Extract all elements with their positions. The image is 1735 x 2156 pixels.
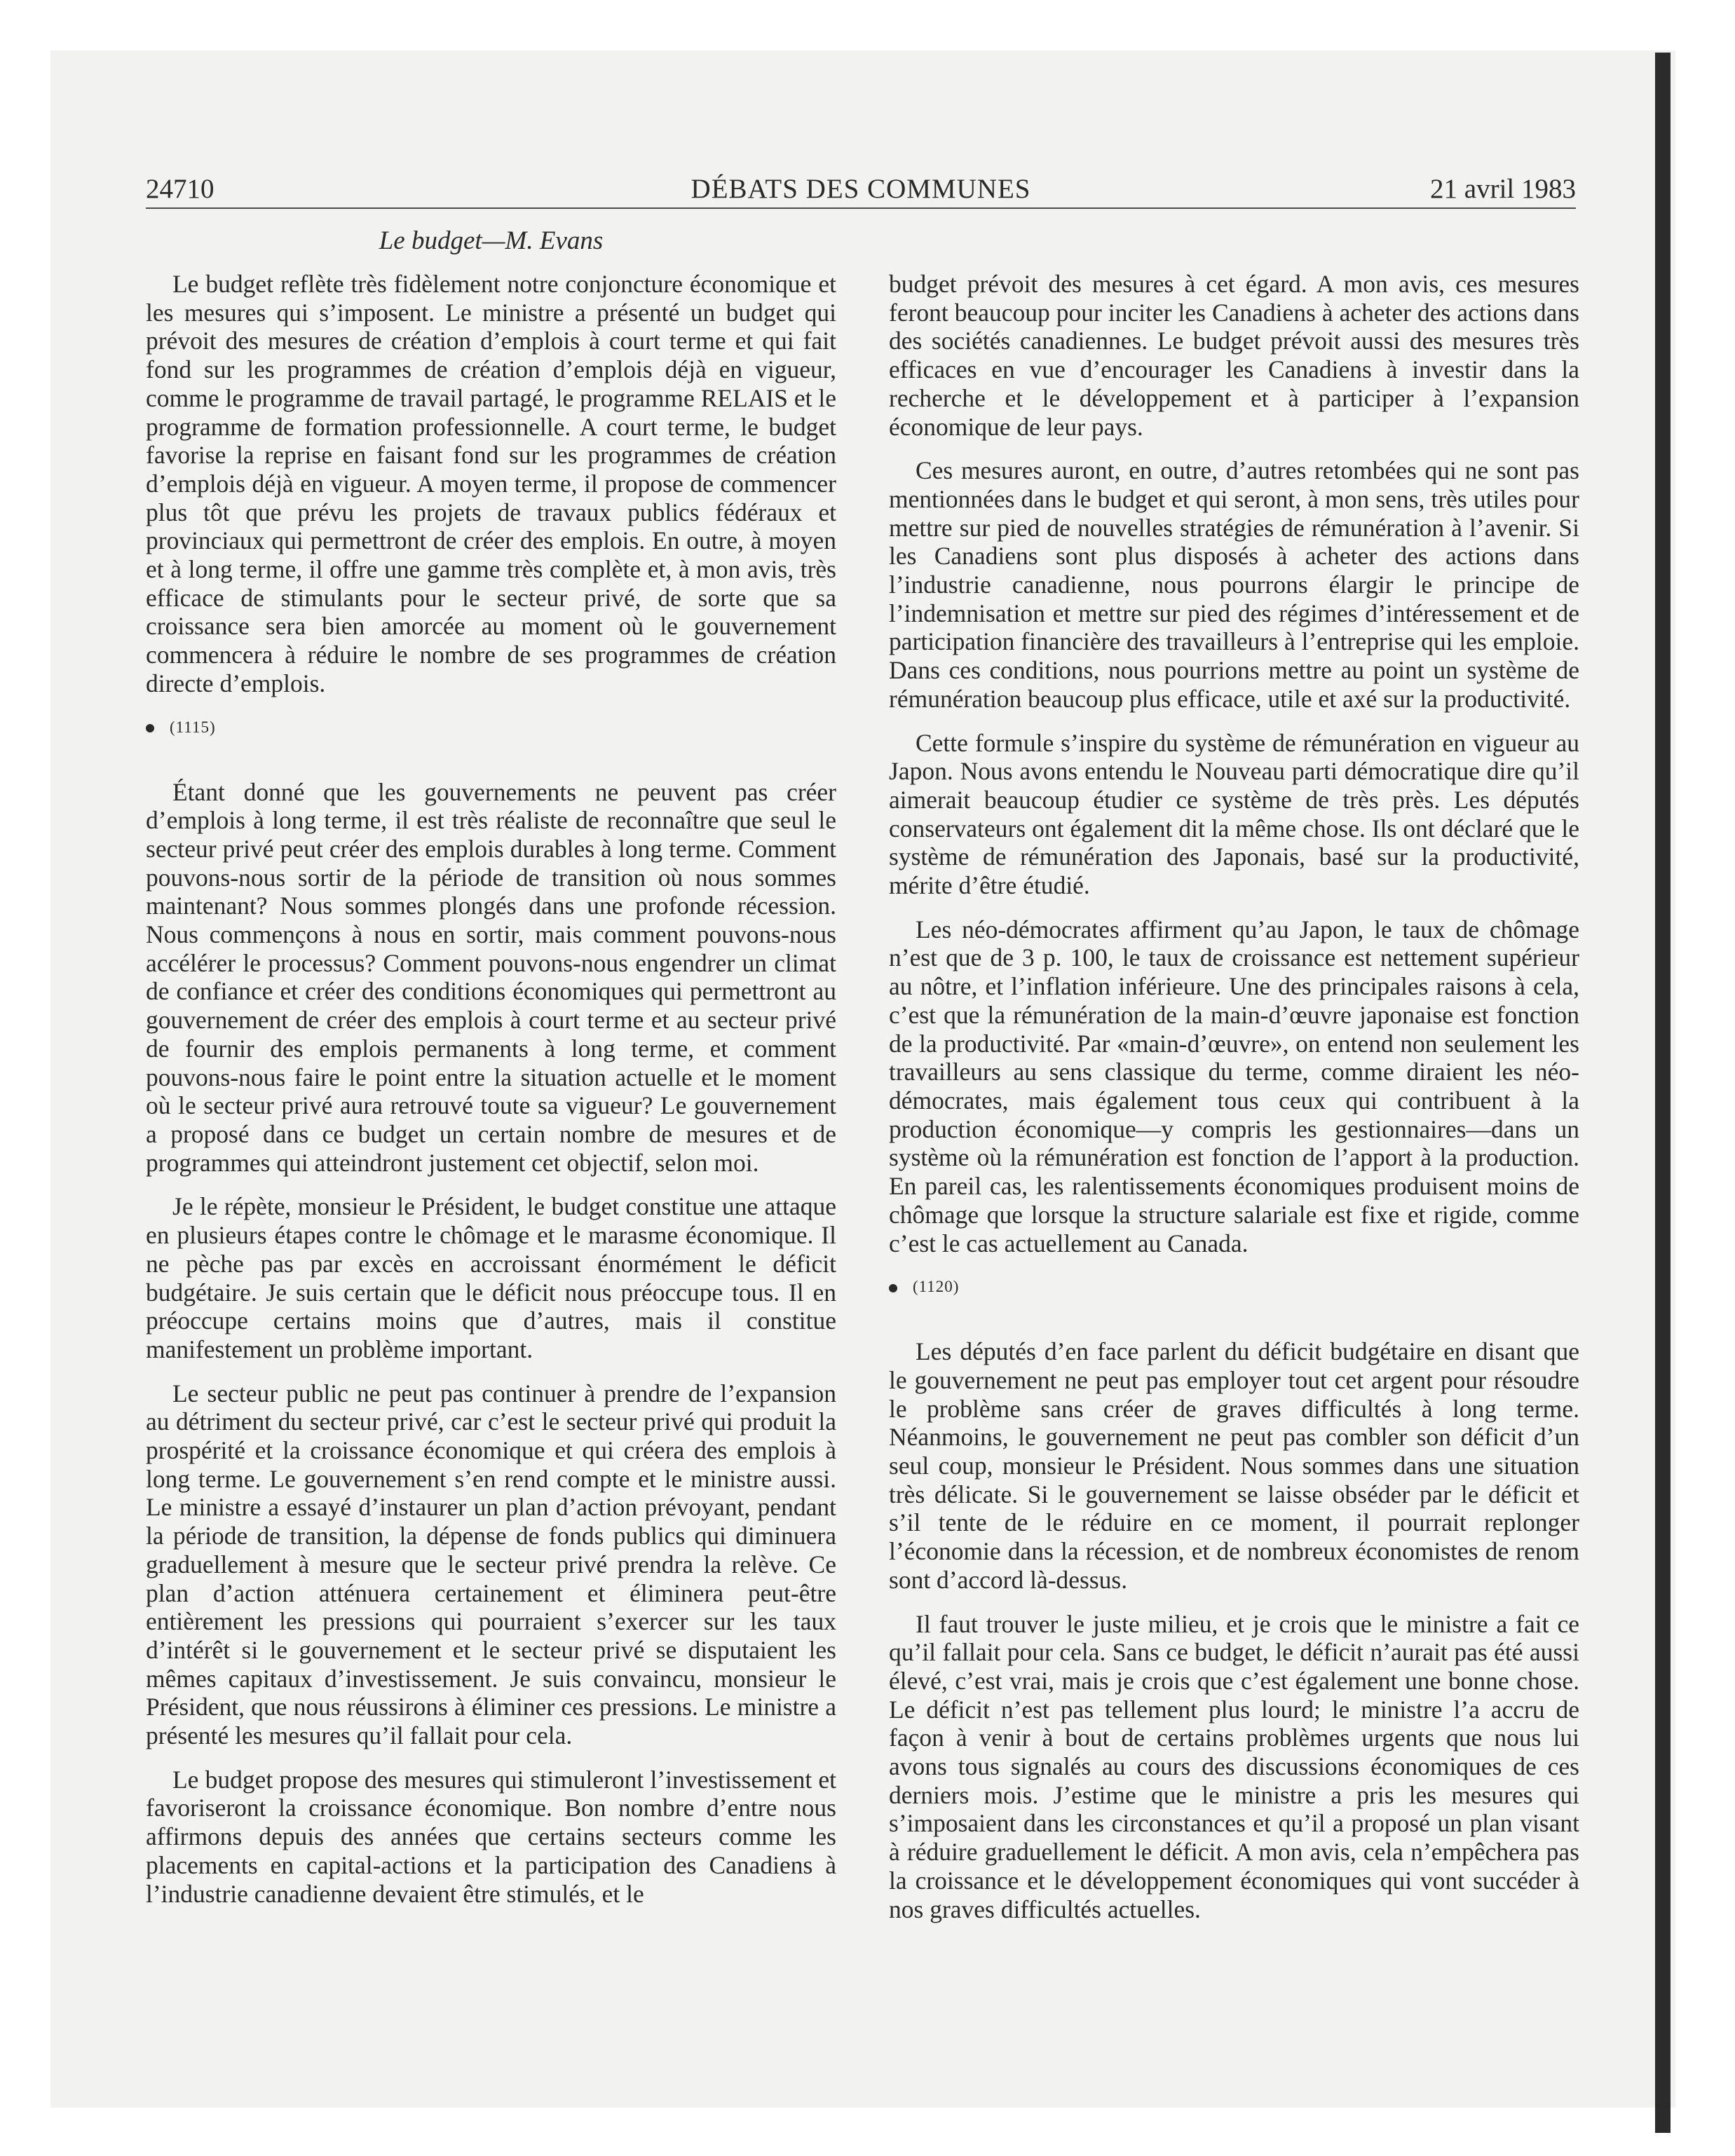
paragraph: Les députés d’en face parlent du déficit budgétaire en disant que le gouvernement ne peut pas employer tout cet argent pour résoudre le problème sans créer de graves difficultés à long terme. Néanmoins, le gouvernement ne peut pas combler son déficit d’un seul coup, monsieur le Président. Nous sommes dans une situation très délicate. Si le gouvernement se laisse obséder par le déficit et s’il tente de le réduire en ce moment, il pourrait replonger l’économie dans la récession, et de nombreux économistes de renom sont d’accord là-dessus.	[889, 1337, 1579, 1594]
time-marker	[889, 1273, 1579, 1301]
running-head: Le budget—M. Evans	[379, 226, 604, 255]
page-number: 24710	[146, 174, 215, 204]
paragraph: Ces mesures auront, en outre, d’autres retombées qui ne sont pas mentionnées dans le budget et qui seront, à mon sens, très utiles pour mettre sur pied de nouvelles stratégies de rémunération à l’avenir. Si les Canadiens sont plus disposés à acheter des actions dans l’industrie canadienne, nous pourrons élargir le principe de l’indemnisation et mettre sur pied des régimes d’intéressement et de participation financière des travailleurs à l’entreprise qui les emploie. Dans ces conditions, nous pourrions mettre au point un système de rémunération beaucoup plus efficace, utile et axé sur la productivité.	[889, 456, 1579, 713]
header-rule	[146, 207, 1576, 209]
bullet-icon	[146, 724, 154, 732]
paragraph: Le budget reflète très fidèlement notre conjoncture économique et les mesures qui s’imposent. Le ministre a présenté un budget qui prévoit des mesures de création d’emplois à court terme et qui fait fond sur les programmes de création d’emplois déjà en vigueur, comme le programme de travail partagé, le programme RELAIS et le programme de formation professionnelle. A court terme, le budget favorise la reprise en faisant fond sur les programmes de création d’emplois déjà en vigueur. A moyen terme, il propose de commencer plus tôt que prévu les projets de travaux publics fédéraux et provinciaux qui permettront de créer des emplois. En outre, à moyen et à long terme, il offre une gamme très complète et, à mon avis, très efficace de stimulants pour le secteur privé, de sorte que sa croissance sera bien amorcée au moment où le gouvernement commencera à réduire le nombre de ses programmes de création directe d’emplois.	[146, 270, 836, 697]
paragraph: Je le répète, monsieur le Président, le budget constitue une attaque en plusieurs étapes contre le chômage et le marasme économique. Il ne pèche pas par excès en accroissant énormément le déficit budgétaire. Je suis certain que le déficit nous préoccupe tous. Il en préoccupe certains moins que d’autres, mais il constitue manifestement un problème important.	[146, 1192, 836, 1363]
paragraph: Il faut trouver le juste milieu, et je crois que le ministre a fait ce qu’il fallait pour cela. Sans ce budget, le déficit n’aurait pas été aussi élevé, c’est vrai, mais je crois que c’est également une bonne chose. Le déficit n’est pas tellement plus lourd; le ministre l’a accru de façon à venir à bout de certains problèmes urgents que nous lui avons tous signalés au cours des discussions économiques de ces derniers mois. J’estime que le ministre a pris les mesures qui s’imposaient dans les circonstances et qu’il a proposé un plan visant à réduire graduellement le déficit. A mon avis, cela n’empêchera pas la croissance et le développement économiques qui vont succéder à nos graves difficultés actuelles.	[889, 1609, 1579, 1923]
paragraph: budget prévoit des mesures à cet égard. A mon avis, ces mesures feront beaucoup pour inciter les Canadiens à acheter des actions dans des sociétés canadiennes. Le budget prévoit aussi des mesures très efficaces en vue d’encourager les Canadiens à investir dans la recherche et le développement et à participer à l’expansion économique de leur pays.	[889, 270, 1579, 441]
publication-date: 21 avril 1983	[1430, 174, 1576, 204]
time-marker-label: (1115)	[170, 718, 216, 736]
bullet-icon	[889, 1284, 897, 1292]
paragraph: Le secteur public ne peut pas continuer à prendre de l’expansion au détriment du secteur privé, car c’est le secteur privé qui produit la prospérité et la croissance économique et qui créera des emplois à long terme. Le gouvernement s’en rend compte et le ministre aussi. Le ministre a essayé d’instaurer un plan d’action prévoyant, pendant la période de transition, la dépense de fonds publics qui diminuera graduellement à mesure que le secteur privé prendra la relève. Ce plan d’action atténuera certainement et éliminera peut-être entièrement les pressions qui pourraient s’exercer sur les taux d’intérêt si le gouvernement et le secteur privé se disputaient les mêmes capitaux d’investissement. Je suis convaincu, monsieur le Président, que nous réussirons à éliminer ces pressions. Le ministre a présenté les mesures qu’il fallait pour cela.	[146, 1379, 836, 1750]
time-marker	[146, 714, 836, 742]
time-marker-label: (1120)	[913, 1278, 960, 1296]
paragraph: Cette formule s’inspire du système de rémunération en vigueur au Japon. Nous avons entendu le Nouveau parti démocratique dire qu’il aimerait beaucoup étudier ce système de très près. Les députés conservateurs ont également dit la même chose. Ils ont déclaré que le système de rémunération des Japonais, basé sur la productivité, mérite d’être étudié.	[889, 728, 1579, 900]
paragraph: Étant donné que les gouvernements ne peuvent pas créer d’emplois à long terme, il est très réaliste de reconnaître que seul le secteur privé peut créer des emplois durables à long terme. Comment pouvons-nous sortir de la période de transition où nous sommes maintenant? Nous sommes plongés dans une profonde récession. Nous commençons à nous en sortir, mais comment pouvons-nous accélérer le processus? Comment pouvons-nous engendrer un climat de confiance et créer des conditions économiques qui permettront au gouvernement de créer des emplois à court terme et au secteur privé de fournir des emplois permanents à long terme, et comment pouvons-nous faire le point entre la situation actuelle et le moment où le secteur privé aura retrouvé toute sa vigueur? Le gouvernement a proposé dans ce budget un certain nombre de mesures et de programmes qui atteindront justement cet objectif, selon moi.	[146, 777, 836, 1177]
paragraph: Le budget propose des mesures qui stimuleront l’investissement et favoriseront la croissance économique. Bon nombre d’entre nous affirmons depuis des années que certains secteurs comme les placements en capital-actions et la participation des Canadiens à l’industrie canadienne devaient être stimulés, et le	[146, 1765, 836, 1908]
page-header	[146, 170, 1576, 209]
right-column	[889, 270, 1579, 1939]
page-edge-shadow	[1655, 53, 1671, 2133]
publication-title: DÉBATS DES COMMUNES	[690, 174, 1031, 204]
paragraph: Les néo-démocrates affirment qu’au Japon, le taux de chômage n’est que de 3 p. 100, le taux de croissance est nettement supérieur au nôtre, et l’inflation inférieure. Une des principales raisons à cela, c’est que la rémunération de la main-d’œuvre japonaise est fonction de la productivité. Par «main-d’œuvre», on entend non seulement les travailleurs au sens classique du terme, comme diraient les néo-démocrates, mais également tous ceux qui contribuent à la production économique—y compris les gestionnaires—dans un système où la rémunération est fonction de l’apport à la production. En pareil cas, les ralentissements économiques produisent moins de chômage que lorsque la structure salariale est fixe et rigide, comme c’est le cas actuellement au Canada.	[889, 915, 1579, 1257]
left-column	[146, 270, 836, 1923]
